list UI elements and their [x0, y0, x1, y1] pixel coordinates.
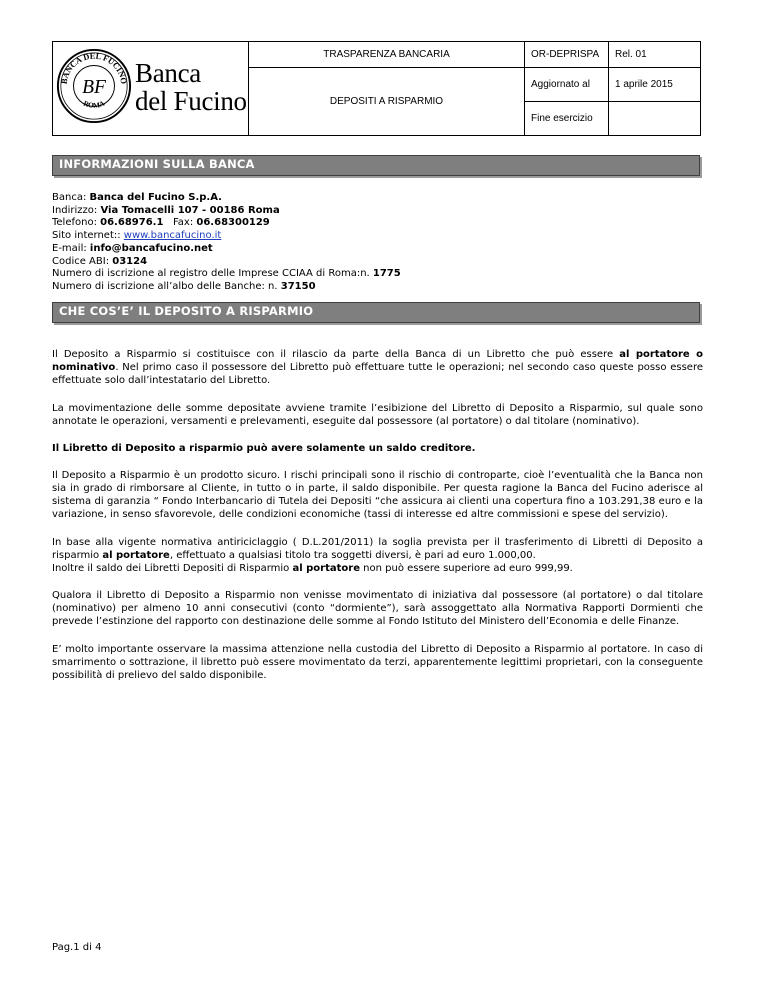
value: 1775 [372, 268, 401, 280]
value: 06.68976.1 [100, 217, 164, 229]
doc-code-cell: OR-DEPRISPA [525, 42, 609, 68]
bank-logo-cell [53, 42, 249, 136]
page-number [52, 942, 101, 953]
logo-line-1: Banca [135, 58, 201, 88]
page-of: di [79, 942, 96, 953]
text: non può essere superiore ad euro 999,99. [360, 563, 573, 574]
logo-line-2: del Fucino [135, 86, 247, 116]
svg-text:ROMA [82, 98, 107, 110]
paragraph-7: E’ molto importante osservare la massima attenzione nella custodia del Libretto di Deposito a Risparmio al portatore. In caso di smarrimento o sottrazione, il libretto può essere movimentato da terzi, apparentemente legittimi proprietari, con la conseguente possibilità di prelievo del saldo disponibile. [52, 644, 703, 681]
label: E-mail: [52, 242, 90, 254]
text: Inoltre il saldo dei Libretti Depositi di Risparmio [52, 563, 293, 574]
section-title: CHE COS’E’ IL DEPOSITO A RISPARMIO [59, 304, 314, 318]
phone-line [52, 217, 702, 230]
value: Via Tomacelli 107 - 00186 Roma [100, 204, 280, 216]
label: Numero di iscrizione all’albo delle Banche: n. [52, 280, 281, 292]
section-bank-info-header [52, 155, 700, 176]
label: Indirizzo: [52, 204, 101, 216]
section-title: INFORMAZIONI SULLA BANCA [59, 157, 255, 171]
value: 06.68300129 [196, 217, 270, 229]
label: Telefono: [52, 217, 101, 229]
label: Numero di iscrizione al registro delle Imprese CCIAA di Roma:n. [52, 268, 373, 280]
bank-logo [53, 47, 249, 127]
paragraph-1 [52, 348, 703, 387]
paragraph-2: La movimentazione delle somme depositate avviene tramite l’esibizione del Libretto di Deposito a Risparmio, sul quale sono annotate le operazioni, versamenti e prelevamenti, eseguite dal possessore (al portatore) o dal titolare (nominativo). [52, 403, 703, 427]
fiscal-label-cell: Fine esercizio [525, 102, 609, 136]
value: Banca del Fucino S.p.A. [89, 192, 222, 203]
website-link[interactable]: www.bancafucino.it [123, 230, 222, 242]
emphasis: al portatore o nominativo [52, 349, 703, 373]
website-line [52, 230, 702, 243]
address-line [52, 205, 702, 218]
updated-label-cell: Aggiornato al [525, 68, 609, 102]
seal-monogram: BF [82, 76, 106, 98]
emphasis: al portatore [292, 563, 360, 574]
paragraph-5 [52, 536, 703, 575]
paragraph-3 [52, 442, 703, 455]
bank-line [52, 192, 702, 205]
paragraph-6: Qualora il Libretto di Deposito a Risparmio non venisse movimentato di iniziativa dal possessore (al portatore) o dal titolare (nominativo) per almeno 10 anni consecutivi (conto “dormiente”), sarà assoggettato alla Normativa Rapporti Dormienti che prevede l’estinzione del rapporto con destinazione delle somme al Fondo Istituto del Ministero dell’Economia e delle Finanze. [52, 590, 703, 627]
doc-type-cell: TRASPARENZA BANCARIA [249, 42, 525, 68]
bank-info-block [52, 192, 702, 294]
release-cell: Rel. 01 [609, 42, 701, 68]
document-header [52, 41, 700, 135]
label: Codice ABI: [52, 255, 113, 267]
seal-bottom-text: ROMA [82, 98, 106, 110]
page-total: 4 [95, 942, 102, 953]
abi-line [52, 256, 702, 269]
page-current: 1 [73, 942, 80, 953]
seal-top-text: BANCA DEL FUCINO [59, 51, 129, 85]
value: 37150 [280, 280, 316, 292]
text: , effettuato a qualsiasi titolo tra soggetti diversi, è pari ad euro 1.000,00. [169, 550, 536, 561]
emphasis: Il Libretto di Deposito a risparmio può avere solamente un saldo creditore. [52, 443, 476, 454]
fiscal-value-cell [609, 102, 701, 136]
email-line [52, 243, 702, 256]
emphasis: al portatore [102, 550, 170, 561]
text: Il Deposito a Risparmio si costituisce con il rilascio da parte della Banca di un Libretto che può essere [52, 349, 620, 360]
updated-date-cell: 1 aprile 2015 [609, 68, 701, 102]
paragraph-4: Il Deposito a Risparmio è un prodotto sicuro. I rischi principali sono il rischio di controparte, cioè l’eventualità che la Banca non sia in grado di rimborsare al Cliente, in tutto o in parte, il saldo disponibile. Per questa ragione la Banca del Fucino aderisce al sistema di garanzia “ Fondo Interbancario di Tutela dei Depositi “che assicura ai clienti una copertura fino a 103.291,38 euro e la variazione, in senso sfavorevole, delle condizioni economiche (tassi di interesse ed altre commissioni e spese del servizio). [52, 470, 703, 520]
albo-line [52, 281, 702, 294]
bank-seal-icon [55, 47, 133, 125]
value: 03124 [112, 255, 148, 267]
label: Sito internet:: [52, 230, 124, 242]
registry-line [52, 268, 702, 281]
bank-logo-text [135, 59, 247, 115]
text: In base alla vigente normativa antiriciclaggio ( D.L.201/2011) la soglia prevista per il trasferimento di Libretti di Deposito a risparmio [52, 537, 703, 561]
text: . Nel primo caso il possessore del Libretto può effettuare tutte le operazioni; nel secondo caso queste posso essere effettuate solo dall’intestatario del Libretto. [52, 362, 703, 386]
section-deposit-header [52, 302, 700, 323]
label: Banca: [52, 192, 90, 203]
label: Fax: [172, 217, 197, 229]
value: info@bancafucino.net [89, 242, 213, 254]
doc-title-cell: DEPOSITI A RISPARMIO [249, 68, 525, 136]
page-label: Pag. [52, 942, 74, 953]
